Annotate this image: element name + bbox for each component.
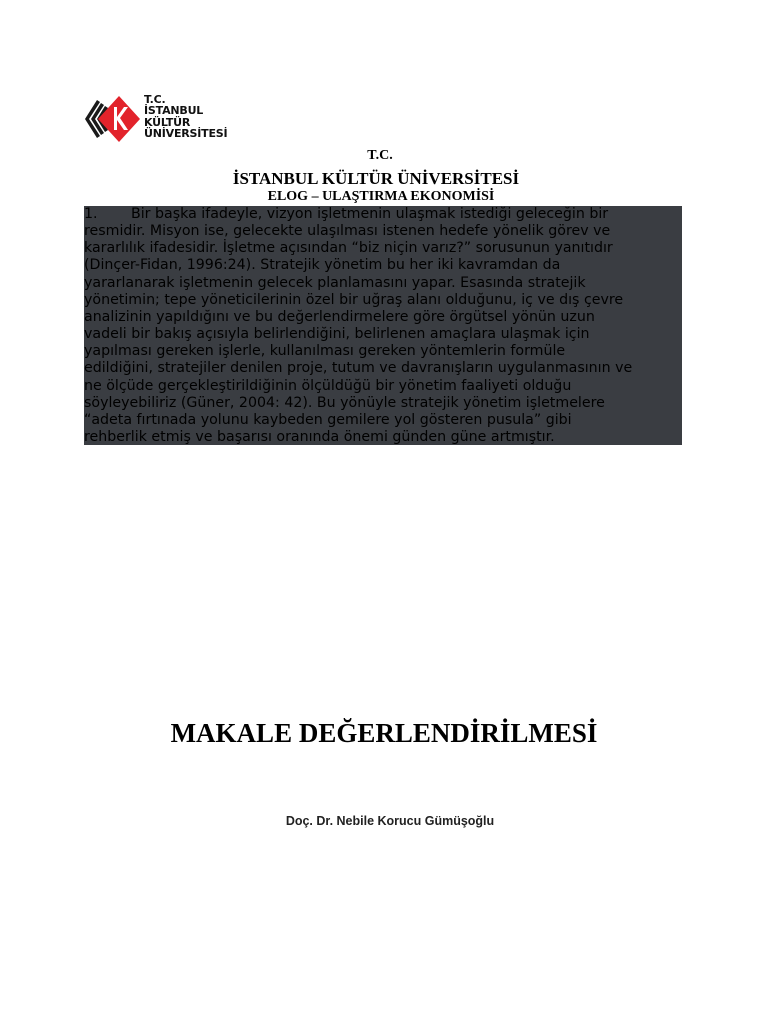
author-name: Doç. Dr. Nebile Korucu Gümüşoğlu <box>285 814 495 828</box>
paragraph-line: yapılması gereken işlerle, kullanılması gereken yöntemlerin formüle <box>84 343 566 360</box>
paragraph-number: 1. <box>84 206 98 222</box>
paragraph-line: Bir başka ifadeyle, vizyon işletmenin ulaşmak istediği geleceğin bir <box>131 206 609 222</box>
logo-text-line: KÜLTÜR <box>144 115 191 129</box>
logo-text-line: T.C. <box>144 93 166 106</box>
logo-text <box>144 94 227 140</box>
paragraph-line: (Dinçer-Fidan, 1996:24). Stratejik yönetim bu her iki kavramdan da <box>84 257 561 274</box>
paragraph-line: “adeta fırtınada yolunu kaybeden gemilere yol gösteren pusula” gibi <box>84 411 572 428</box>
iku-logo-icon <box>83 94 141 144</box>
paragraph-line: ne ölçüde gerçekleştirildiğinin ölçüldüğü bir yönetim faaliyeti olduğu <box>84 377 572 394</box>
paragraph-line: edildiğini, stratejiler denilen proje, tutum ve davranışların uygulanmasının ve <box>84 360 633 377</box>
paragraph-line: rehberlik etmiş ve başarısı oranında önemi günden güne artmıştır. <box>84 429 555 445</box>
logo-text-line: ÜNİVERSİTESİ <box>144 127 228 141</box>
header-tc: T.C. <box>367 148 393 163</box>
header-university: İSTANBUL KÜLTÜR ÜNİVERSİTESİ <box>232 169 520 188</box>
paragraph-text <box>84 206 682 445</box>
paragraph-line: yönetimin; tepe yöneticilerinin özel bir uğraş alanı olduğunu, iç ve dış çevre <box>84 291 624 308</box>
logo-text-line: İSTANBUL <box>144 104 204 118</box>
paragraph-line: vadeli bir bakış açısıyla belirlendiğini, belirlenen amaçlara ulaşmak için <box>84 326 590 343</box>
highlighted-paragraph <box>84 206 682 445</box>
paragraph-line: söyleyebiliriz (Güner, 2004: 42). Bu yönüyle stratejik yönetim işletmelere <box>84 394 605 411</box>
university-logo <box>83 93 228 144</box>
document-title: MAKALE DEĞERLENDİRİLMESİ <box>170 718 598 748</box>
header-course: ELOG – ULAŞTIRMA EKONOMİSİ <box>267 189 495 204</box>
paragraph-line: yararlanarak işletmenin gelecek planlamasını yapar. Esasında stratejik <box>84 274 586 291</box>
paragraph-line: resmidir. Misyon ise, gelecekte ulaşılması istenen hedefe yönelik görev ve <box>84 223 611 240</box>
paragraph-line: kararlılık ifadesidir. İşletme açısından “biz niçin varız?” sorusunun yanıtıdır <box>84 240 613 257</box>
paragraph-line: analizinin yapıldığını ve bu değerlendirmelere göre örgütsel yönün uzun <box>84 308 595 325</box>
